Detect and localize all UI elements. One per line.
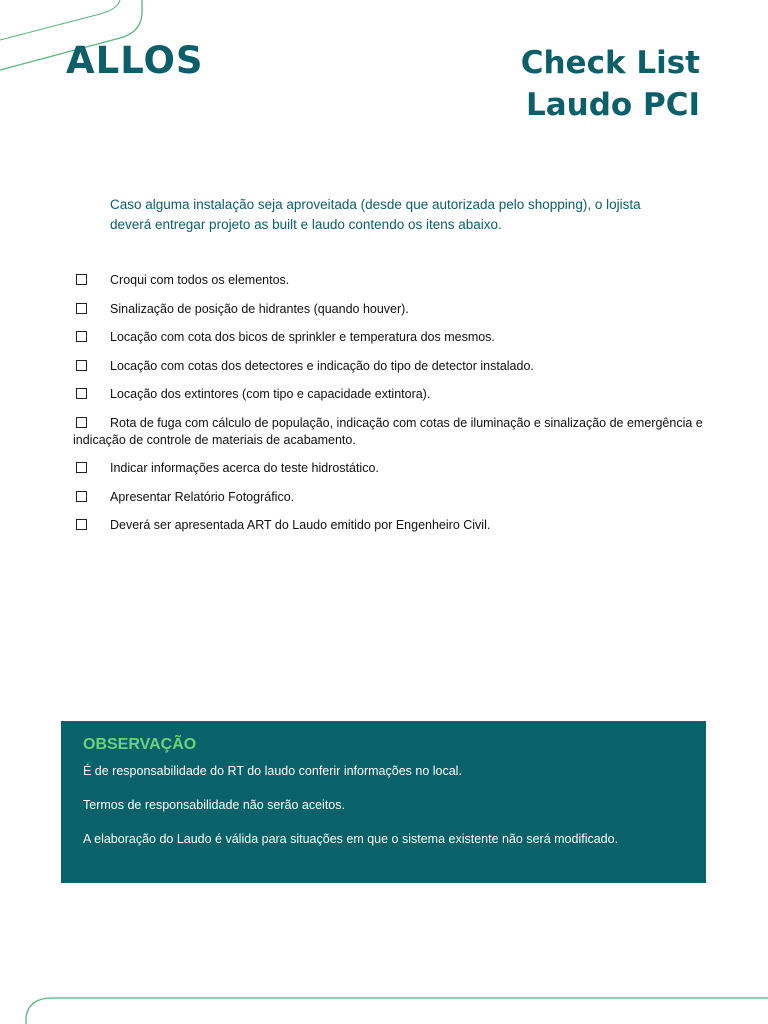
checklist-item-label: Croqui com todos os elementos. xyxy=(110,273,290,287)
checklist-item-label: Locação com cotas dos detectores e indicação do tipo de detector instalado. xyxy=(110,358,534,373)
checkbox[interactable] xyxy=(76,491,87,502)
title-line-2: Laudo PCI xyxy=(525,87,700,123)
checklist-item-label: Locação dos extintores (com tipo e capacidade extintora). xyxy=(110,387,431,401)
page-title xyxy=(521,42,700,126)
checkbox[interactable] xyxy=(76,519,87,530)
checkbox[interactable] xyxy=(76,331,87,342)
checklist-item-label: Indicar informações acerca do teste hidrostático. xyxy=(110,461,379,475)
checklist-item xyxy=(73,301,713,318)
observation-title: OBSERVAÇÃO xyxy=(83,736,197,753)
observation-line: É de responsabilidade do RT do laudo conferir informações no local. xyxy=(83,764,462,778)
checkbox[interactable] xyxy=(76,303,87,314)
checkbox[interactable] xyxy=(76,360,87,371)
checklist-item xyxy=(73,329,713,346)
observation-line: A elaboração do Laudo é válida para situações em que o sistema existente não será modificado. xyxy=(83,832,619,846)
checklist-item-label: Locação com cota dos bicos de sprinkler e temperatura dos mesmos. xyxy=(110,330,495,344)
title-line-1: Check List xyxy=(520,45,700,81)
observation-panel xyxy=(61,721,706,883)
checklist xyxy=(73,272,713,546)
checkbox[interactable] xyxy=(76,462,87,473)
allos-logo: ALLOS xyxy=(66,39,204,82)
checklist-item-label: Rota de fuga com cálculo de população, indicação com cotas de iluminação e sinalização de emergência e indicação de controle de materiais de acabamento. xyxy=(73,415,703,447)
checklist-item xyxy=(73,460,713,477)
checklist-item-label: Deverá ser apresentada ART do Laudo emitido por Engenheiro Civil. xyxy=(110,518,491,532)
checkbox[interactable] xyxy=(76,274,87,285)
checklist-item xyxy=(73,386,713,403)
checklist-item-label: Sinalização de posição de hidrantes (quando houver). xyxy=(110,301,409,316)
checklist-item-label: Apresentar Relatório Fotográfico. xyxy=(110,489,295,504)
checklist-item xyxy=(73,272,713,289)
checklist-item xyxy=(73,517,713,534)
observation-line: Termos de responsabilidade não serão aceitos. xyxy=(83,798,345,812)
checklist-item xyxy=(73,415,713,449)
checklist-item xyxy=(73,489,713,506)
checklist-item xyxy=(73,358,713,375)
intro-paragraph: Caso alguma instalação seja aproveitada (desde que autorizada pelo shopping), o lojista deverá entregar projeto as built e laudo contendo os itens abaixo. xyxy=(110,197,641,232)
checkbox[interactable] xyxy=(76,417,87,428)
checkbox[interactable] xyxy=(76,388,87,399)
